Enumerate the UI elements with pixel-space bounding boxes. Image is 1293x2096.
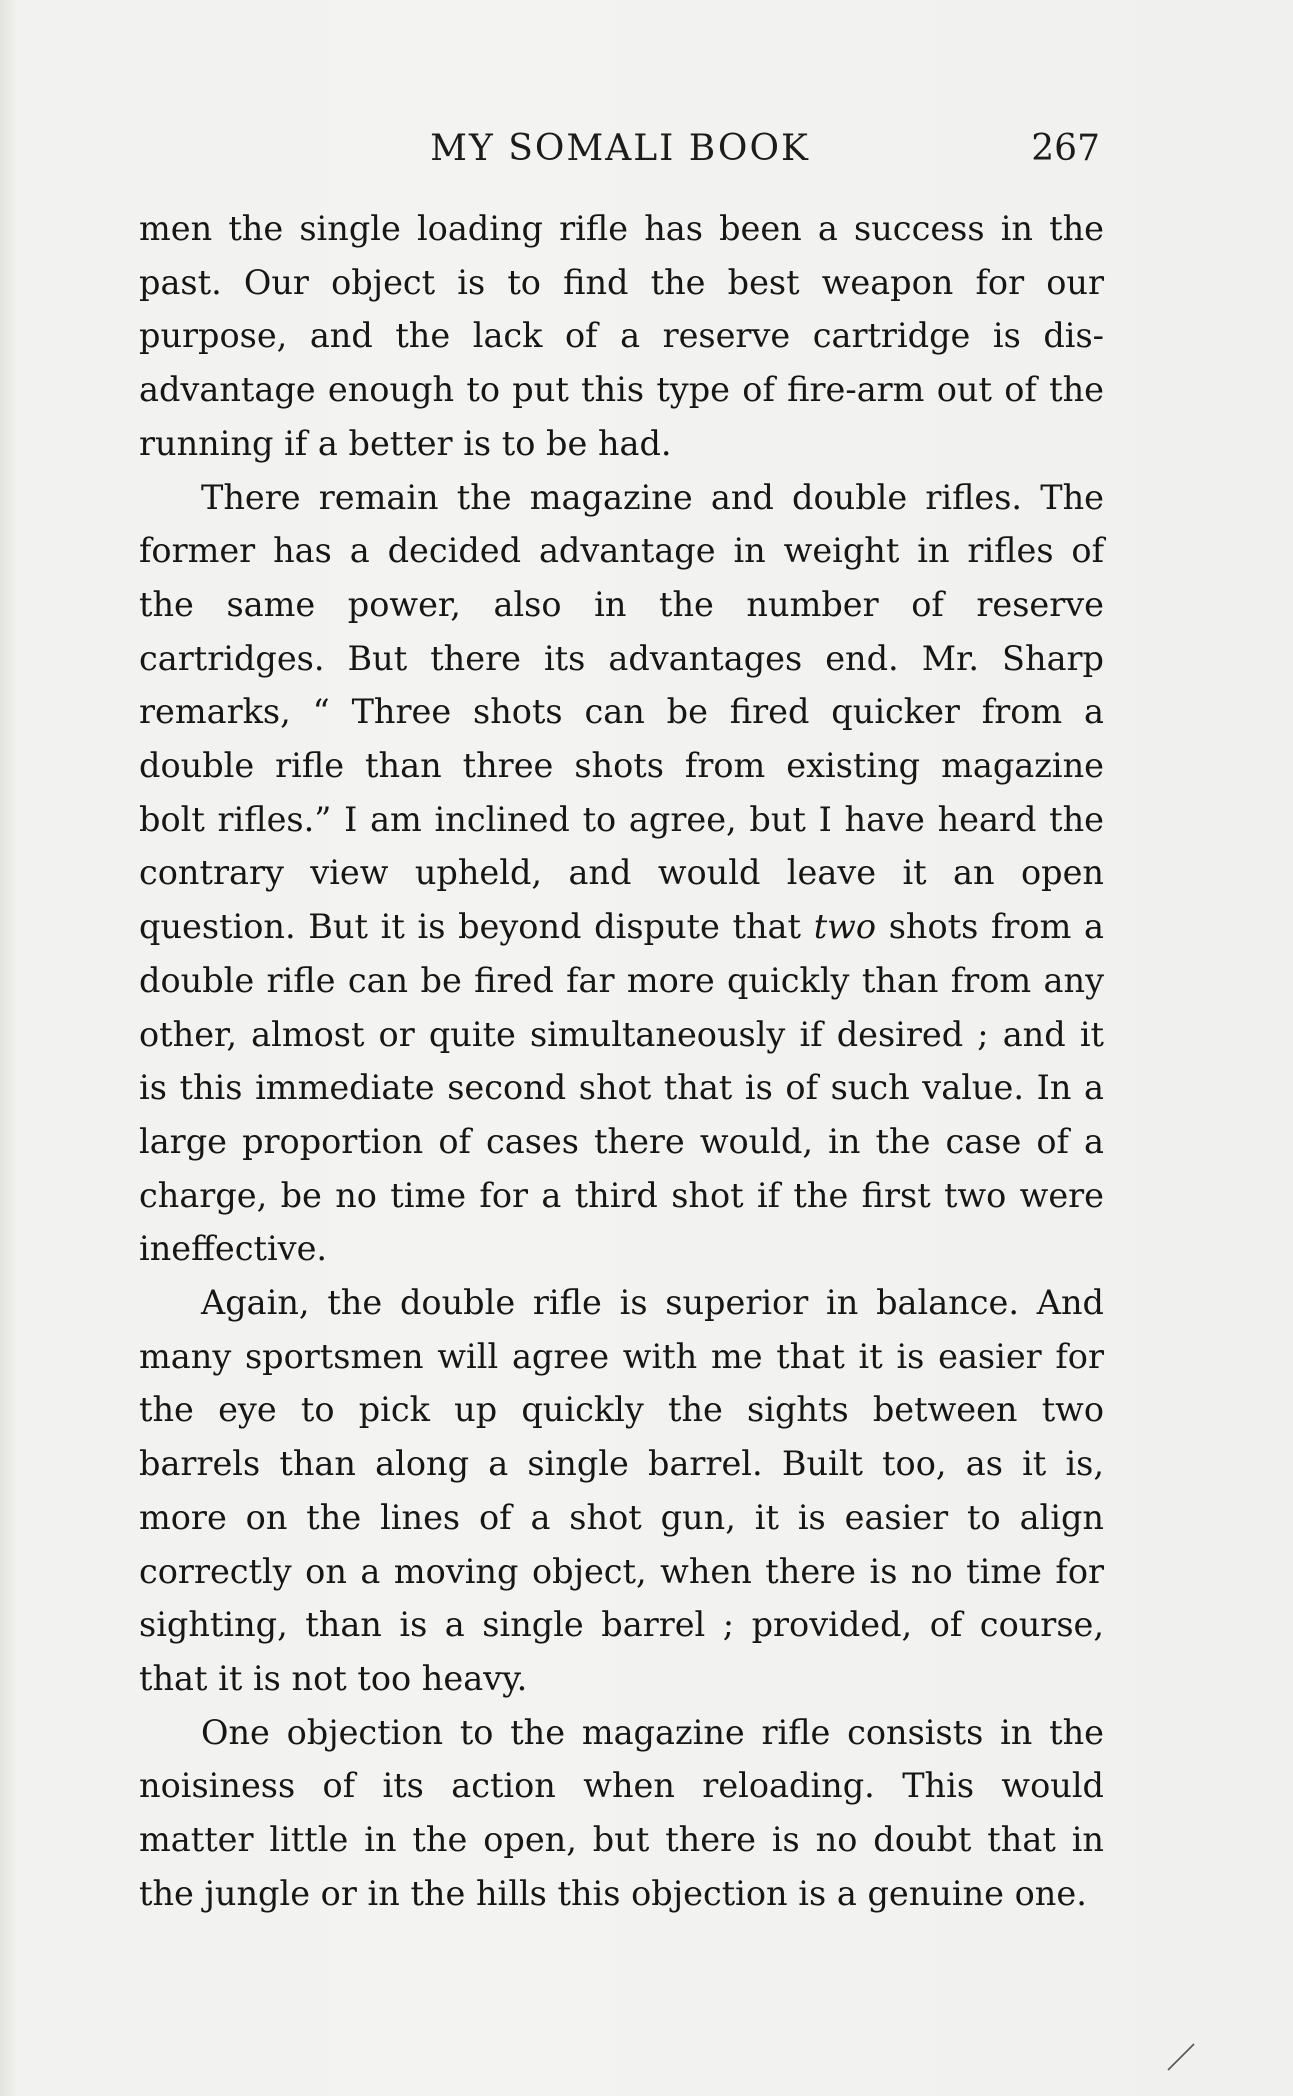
running-title: MY SOMALI BOOK	[430, 128, 810, 169]
paragraph-1: men the single loading rifle has been a success in the past. Our object is to find the best weapon for our purpose, and the lack of a reserve cartridge is dis-advantage enough to put this type of fire-arm out of the running if a better is to be had.	[139, 209, 1104, 463]
page-number: 267	[1031, 128, 1100, 169]
page-header	[140, 128, 1100, 180]
paragraph-2	[139, 471, 1104, 1277]
body-text	[139, 202, 1104, 1921]
paragraph-2-part-2: shots from a double rifle can be fired far more quickly than from any other, almost or quite simultaneously if desired ; and it is this immediate second shot that is of such value. In a large proportion of cases there would, in the case of a charge, be no time for a third shot if the first two were ineffective.	[139, 907, 1105, 1269]
paragraph-4: One objection to the magazine rifle consists in the noisiness of its action when reloading. This would matter little in the open, but there is no doubt that in the jungle or in the hills this objection is a genuine one.	[139, 1712, 1104, 1913]
pencil-mark	[1164, 2038, 1198, 2072]
paragraph-3: Again, the double rifle is superior in balance. And many sportsmen will agree with me that it is easier for the eye to pick up quickly the sights between two barrels than along a single barrel. Built too, as it is, more on the lines of a shot gun, it is easier to align correctly on a moving object, when there is no time for sighting, than is a single barrel ; provided, of course, that it is not too heavy.	[139, 1283, 1104, 1698]
paragraph-2-part-1: There remain the magazine and double rifles. The former has a decided advantage in weight in rifles of the same power, also in the number of reserve cartridges. But there its advantages end. Mr. Sharp remarks, “ Three shots can be fired quicker from a double rifle than three shots from existing magazine bolt rifles.” I am inclined to agree, but I have heard the contrary view upheld, and would leave it an open question. But it is beyond dispute that	[139, 477, 1104, 947]
paragraph-2-emphasis: two	[813, 907, 877, 947]
